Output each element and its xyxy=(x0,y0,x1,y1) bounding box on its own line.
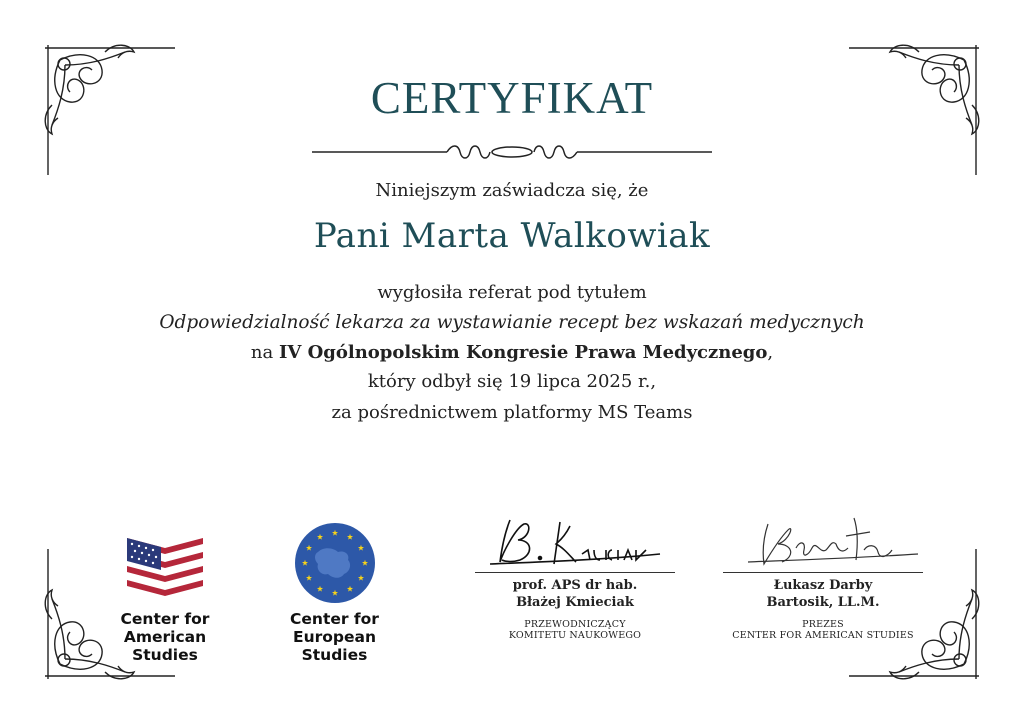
president-name-line2: Bartosik, LL.M. xyxy=(766,595,880,610)
event-date: który odbył się 19 lipca 2025 r., xyxy=(367,371,657,392)
chair-role-line1: PRZEWODNICZĄCY xyxy=(524,619,626,630)
american-studies-line2: American Studies xyxy=(123,628,207,664)
presentation-topic: Odpowiedzialność lekarza za wystawianie recept bez wskazań medycznych xyxy=(159,312,865,333)
congress-suffix: , xyxy=(767,342,774,363)
president-name-line1: Łukasz Darby xyxy=(773,578,873,593)
certificate-title: CERTYFIKAT xyxy=(370,73,654,123)
european-studies-line1: Center for xyxy=(290,610,379,628)
chair-name-line1: prof. APS dr hab. xyxy=(512,578,638,593)
president-role-line1: PREZES xyxy=(802,619,844,630)
congress-name: IV Ogólnopolskim Kongresie Prawa Medycznego xyxy=(278,342,768,363)
us-flag-icon xyxy=(125,532,205,604)
signature-block-president xyxy=(708,510,938,641)
ornamental-divider xyxy=(312,138,712,166)
american-studies-logo xyxy=(90,532,240,664)
signature-line xyxy=(475,572,675,573)
intro-text: Niniejszym zaświadcza się, że xyxy=(375,180,649,201)
signature-line xyxy=(723,572,923,573)
signature-bartosik xyxy=(708,510,938,572)
american-studies-line1: Center for xyxy=(120,610,210,628)
european-studies-logo xyxy=(262,522,407,664)
presentation-statement: wygłosiła referat pod tytułem xyxy=(377,282,647,303)
european-studies-line2: European Studies xyxy=(292,628,377,664)
eu-globe-icon xyxy=(294,522,376,604)
congress-prefix: na xyxy=(250,342,279,363)
signature-block-chair xyxy=(460,510,690,641)
recipient-name: Pani Marta Walkowiak xyxy=(313,216,711,256)
chair-role-line2: KOMITETU NAUKOWEGO xyxy=(508,630,642,641)
chair-name-line2: Błażej Kmieciak xyxy=(516,595,634,610)
president-role-line2: CENTER FOR AMERICAN STUDIES xyxy=(732,630,914,641)
signature-kmieciak xyxy=(460,510,690,572)
event-platform: za pośrednictwem platformy MS Teams xyxy=(331,402,693,423)
congress-line xyxy=(0,342,1024,363)
